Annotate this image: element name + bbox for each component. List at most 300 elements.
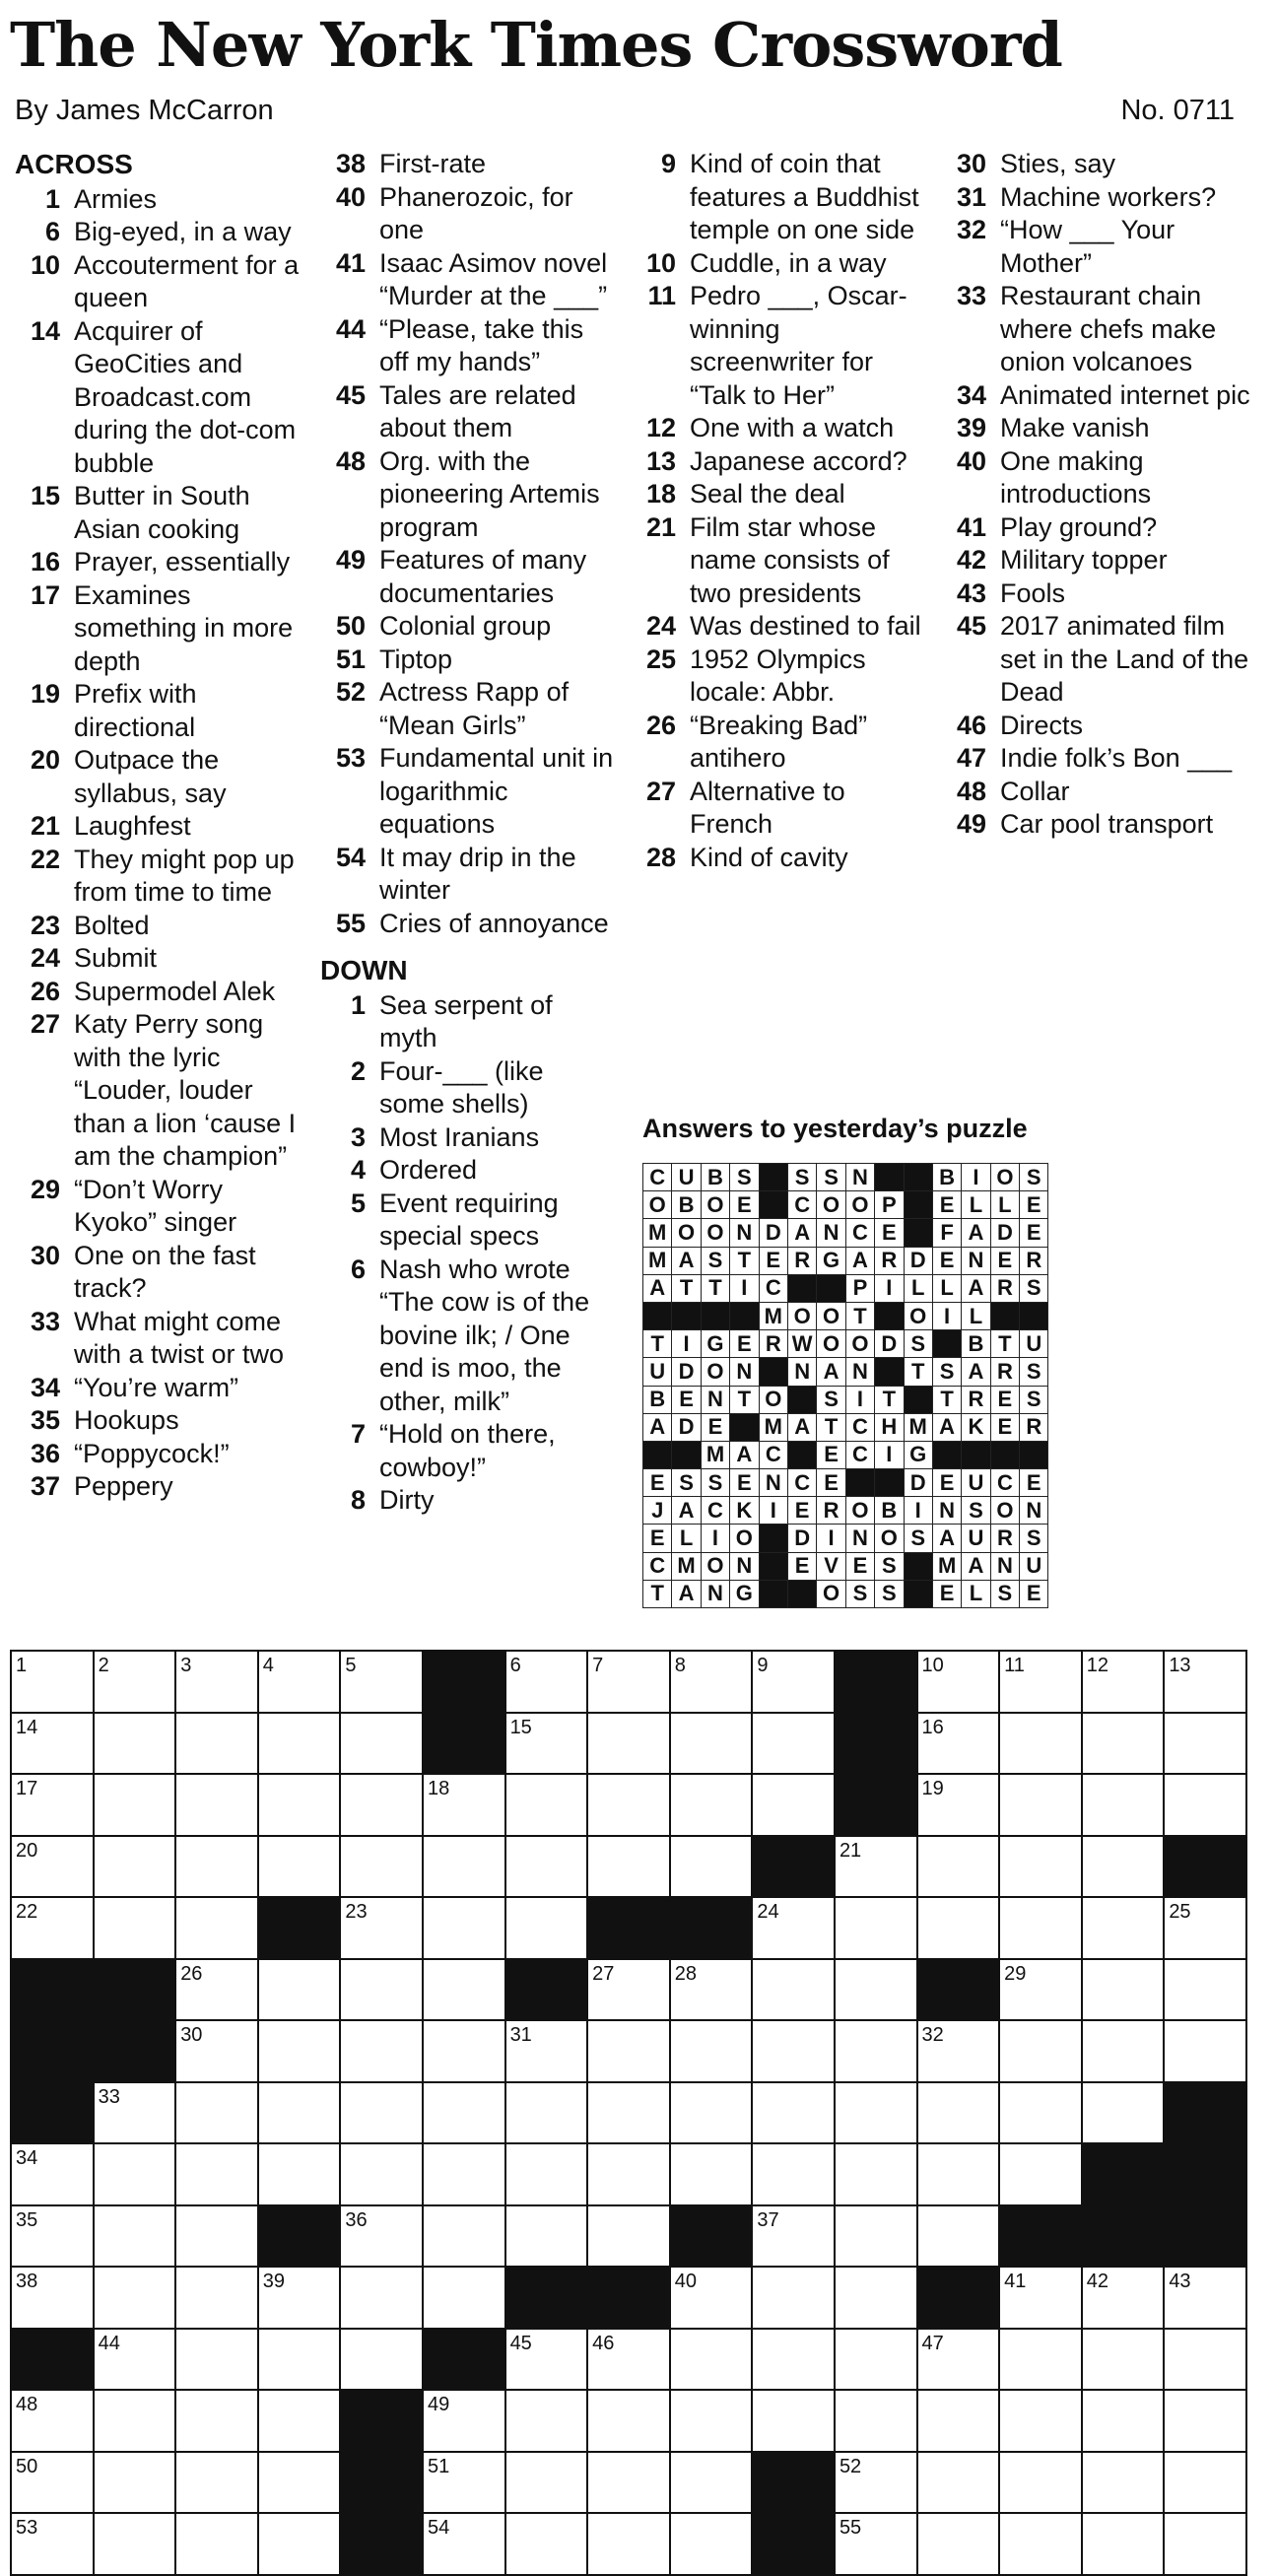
grid-cell[interactable] — [258, 2329, 341, 2391]
grid-cell[interactable] — [999, 1836, 1082, 1898]
grid-cell[interactable] — [917, 1836, 1000, 1898]
grid-cell[interactable] — [917, 2513, 1000, 2575]
answers-letter: O — [817, 1580, 845, 1607]
grid-cell[interactable] — [175, 2452, 258, 2514]
grid-cell[interactable] — [340, 1836, 423, 1898]
grid-cell[interactable] — [917, 1897, 1000, 1959]
grid-cell[interactable] — [175, 2390, 258, 2452]
grid-cell[interactable] — [340, 1959, 423, 2021]
black-square — [11, 2082, 94, 2144]
grid-cell[interactable] — [587, 2082, 670, 2144]
answers-letter: E — [990, 1386, 1019, 1413]
grid-cell[interactable] — [423, 2513, 505, 2575]
grid-cell[interactable] — [175, 1836, 258, 1898]
grid-cell[interactable] — [670, 2143, 753, 2205]
grid-cell[interactable] — [1082, 2390, 1165, 2452]
grid-cell[interactable] — [94, 1774, 176, 1836]
grid-cell[interactable] — [505, 1713, 588, 1775]
across-clue-48 — [320, 445, 616, 545]
grid-cell[interactable] — [1082, 1836, 1165, 1898]
black-square — [1164, 2143, 1246, 2205]
grid-cell[interactable] — [999, 2513, 1082, 2575]
grid-row — [11, 2020, 1246, 2082]
grid-cell[interactable] — [917, 2452, 1000, 2514]
answers-letter: T — [643, 1330, 672, 1358]
grid-cell[interactable] — [94, 1897, 176, 1959]
grid-cell[interactable] — [752, 1897, 835, 1959]
grid-cell[interactable] — [11, 2452, 94, 2514]
across-clue-38 — [320, 148, 616, 181]
clue-number: 49 — [956, 809, 986, 839]
grid-cell[interactable] — [94, 2267, 176, 2329]
grid-cell[interactable] — [999, 2390, 1082, 2452]
grid-cell[interactable] — [1164, 1713, 1246, 1775]
clue-text: Most Iranians — [379, 1121, 540, 1152]
grid-cell[interactable] — [340, 2205, 423, 2268]
grid-cell[interactable] — [505, 2329, 588, 2391]
grid-cell[interactable] — [1082, 2267, 1165, 2329]
clue-text: Butter in South Asian cooking — [74, 481, 250, 544]
down-clue-2 — [320, 1055, 616, 1121]
grid-cell[interactable] — [1164, 1897, 1246, 1959]
grid-cell[interactable] — [423, 2267, 505, 2329]
cell-number: 5 — [345, 1655, 357, 1676]
answers-letter: R — [759, 1330, 787, 1358]
grid-cell[interactable] — [917, 2329, 1000, 2391]
clue-text: Tales are related about them — [379, 379, 576, 442]
clue-number: 14 — [30, 315, 60, 346]
down-clue-27 — [631, 776, 926, 842]
clue-text: Acquirer of GeoCities and Broadcast.com during the dot-com bubble — [74, 315, 297, 478]
grid-cell[interactable] — [505, 2020, 588, 2082]
grid-cell[interactable] — [999, 2329, 1082, 2391]
grid-cell[interactable] — [752, 1713, 835, 1775]
grid-cell[interactable] — [999, 1713, 1082, 1775]
grid-cell[interactable] — [1082, 2329, 1165, 2391]
clue-number: 40 — [956, 445, 986, 476]
grid-cell[interactable] — [1164, 2267, 1246, 2329]
answers-letter: O — [759, 1386, 787, 1413]
grid-cell[interactable] — [1164, 1774, 1246, 1836]
grid-cell[interactable] — [1164, 1651, 1246, 1713]
answers-letter: D — [990, 1219, 1019, 1247]
grid-cell[interactable] — [340, 2329, 423, 2391]
grid-cell[interactable] — [94, 2329, 176, 2391]
clue-number: 15 — [30, 481, 60, 510]
clue-text: Supermodel Alek — [74, 976, 276, 1006]
grid-cell[interactable] — [587, 2205, 670, 2268]
grid-cell[interactable] — [11, 1713, 94, 1775]
grid-cell[interactable] — [1082, 2020, 1165, 2082]
across-clue-29 — [15, 1174, 310, 1240]
cell-number: 54 — [427, 2517, 450, 2539]
grid-cell[interactable] — [258, 1651, 341, 1713]
grid-cell[interactable] — [587, 1651, 670, 1713]
grid-cell[interactable] — [94, 2205, 176, 2268]
grid-cell[interactable] — [917, 2020, 1000, 2082]
grid-cell[interactable] — [587, 2452, 670, 2514]
grid-cell[interactable] — [670, 2329, 753, 2391]
across-clue-36 — [15, 1438, 310, 1471]
answers-letter: S — [875, 1580, 904, 1607]
answers-black-square — [875, 1358, 904, 1386]
clue-number: 43 — [956, 577, 986, 608]
grid-cell[interactable] — [587, 2390, 670, 2452]
grid-cell[interactable] — [752, 2082, 835, 2144]
grid-cell[interactable] — [423, 2082, 505, 2144]
grid-cell[interactable] — [175, 1897, 258, 1959]
grid-cell[interactable] — [999, 1774, 1082, 1836]
grid-cell[interactable] — [835, 2267, 917, 2329]
grid-cell[interactable] — [340, 1774, 423, 1836]
grid-cell[interactable] — [175, 2205, 258, 2268]
clue-number: 41 — [956, 511, 986, 542]
grid-cell[interactable] — [94, 2390, 176, 2452]
answers-letter: O — [817, 1302, 845, 1329]
cell-number: 8 — [674, 1655, 686, 1676]
grid-cell[interactable] — [752, 2205, 835, 2268]
grid-cell[interactable] — [258, 2082, 341, 2144]
clue-text: Event requiring special specs — [379, 1187, 559, 1251]
answers-letter: E — [672, 1386, 701, 1413]
down-clue-33 — [941, 280, 1251, 379]
grid-cell[interactable] — [835, 2020, 917, 2082]
grid-cell[interactable] — [423, 2143, 505, 2205]
cell-number: 12 — [1086, 1655, 1108, 1676]
down-clue-30 — [941, 148, 1251, 181]
grid-cell[interactable] — [258, 2513, 341, 2575]
grid-cell[interactable] — [258, 2267, 341, 2329]
across-clue-27 — [15, 1008, 310, 1174]
grid-cell[interactable] — [917, 1713, 1000, 1775]
answers-letter: N — [990, 1552, 1019, 1580]
grid-cell[interactable] — [175, 1713, 258, 1775]
grid-cell[interactable] — [258, 1774, 341, 1836]
answers-letter: C — [701, 1497, 729, 1525]
answers-letter: T — [817, 1413, 845, 1441]
grid-cell[interactable] — [1164, 1959, 1246, 2021]
grid-cell[interactable] — [258, 2020, 341, 2082]
grid-cell[interactable] — [505, 1836, 588, 1898]
grid-cell[interactable] — [11, 2205, 94, 2268]
grid-cell[interactable] — [752, 2390, 835, 2452]
grid-cell[interactable] — [340, 2082, 423, 2144]
grid-cell[interactable] — [94, 1836, 176, 1898]
down-clue-4 — [320, 1154, 616, 1187]
grid-cell[interactable] — [999, 2020, 1082, 2082]
cell-number: 52 — [839, 2455, 862, 2477]
clue-number: 20 — [30, 745, 60, 775]
clue-number: 8 — [350, 1485, 366, 1515]
answers-letter: E — [932, 1469, 961, 1497]
answers-letter: L — [962, 1191, 990, 1219]
grid-cell[interactable] — [1164, 2452, 1246, 2514]
grid-cell[interactable] — [1082, 1774, 1165, 1836]
grid-cell[interactable] — [505, 2143, 588, 2205]
grid-cell[interactable] — [587, 2513, 670, 2575]
grid-cell[interactable] — [11, 1897, 94, 1959]
clue-text: 2017 animated film set in the Land of the Dead — [1000, 611, 1249, 707]
answers-black-square — [875, 1164, 904, 1191]
grid-cell[interactable] — [423, 1897, 505, 1959]
grid-cell[interactable] — [340, 1897, 423, 1959]
grid-cell[interactable] — [999, 1897, 1082, 1959]
grid-cell[interactable] — [752, 1774, 835, 1836]
grid-cell[interactable] — [999, 2082, 1082, 2144]
grid-cell[interactable] — [94, 1713, 176, 1775]
grid-cell[interactable] — [670, 1774, 753, 1836]
answers-letter: P — [875, 1191, 904, 1219]
cell-number: 9 — [757, 1655, 769, 1676]
grid-cell[interactable] — [835, 1959, 917, 2021]
grid-cell[interactable] — [835, 2513, 917, 2575]
clue-number: 33 — [30, 1306, 60, 1336]
grid-cell[interactable] — [11, 2143, 94, 2205]
answers-row — [643, 1413, 1048, 1441]
answers-row — [643, 1302, 1048, 1329]
grid-cell[interactable] — [340, 1713, 423, 1775]
grid-cell[interactable] — [175, 2267, 258, 2329]
grid-cell[interactable] — [587, 2020, 670, 2082]
answers-letter: M — [643, 1219, 672, 1247]
grid-cell[interactable] — [1164, 2329, 1246, 2391]
clue-number: 6 — [350, 1254, 366, 1284]
grid-cell[interactable] — [1082, 1897, 1165, 1959]
grid-cell[interactable] — [670, 2452, 753, 2514]
answers-black-square — [730, 1413, 759, 1441]
grid-cell[interactable] — [175, 1774, 258, 1836]
grid-cell[interactable] — [1164, 2390, 1246, 2452]
grid-cell[interactable] — [11, 1836, 94, 1898]
cell-number: 35 — [16, 2208, 38, 2231]
answers-black-square — [672, 1302, 701, 1329]
grid-cell[interactable] — [340, 2143, 423, 2205]
grid-cell[interactable] — [11, 2513, 94, 2575]
grid-cell[interactable] — [999, 1959, 1082, 2021]
answers-black-square — [904, 1386, 932, 1413]
black-square — [917, 1959, 1000, 2021]
grid-cell[interactable] — [175, 2082, 258, 2144]
clue-column-2 — [320, 148, 616, 1518]
crossword-grid[interactable] — [10, 1650, 1247, 2576]
grid-cell[interactable] — [505, 2205, 588, 2268]
black-square — [340, 2513, 423, 2575]
clue-number: 17 — [30, 579, 60, 610]
grid-cell[interactable] — [94, 2452, 176, 2514]
grid-cell[interactable] — [670, 1836, 753, 1898]
grid-cell[interactable] — [1082, 1651, 1165, 1713]
answers-letter: I — [672, 1330, 701, 1358]
grid-cell[interactable] — [175, 2513, 258, 2575]
grid-cell[interactable] — [835, 2452, 917, 2514]
answers-black-square — [875, 1302, 904, 1329]
answers-letter: S — [787, 1164, 816, 1191]
grid-cell[interactable] — [258, 2143, 341, 2205]
grid-cell[interactable] — [587, 1774, 670, 1836]
clue-number: 25 — [645, 644, 676, 674]
answers-letter: U — [1020, 1330, 1048, 1358]
grid-cell[interactable] — [258, 1713, 341, 1775]
grid-cell[interactable] — [175, 2143, 258, 2205]
grid-cell[interactable] — [423, 1774, 505, 1836]
grid-cell[interactable] — [999, 2452, 1082, 2514]
grid-cell[interactable] — [258, 1836, 341, 1898]
grid-cell[interactable] — [670, 1713, 753, 1775]
grid-cell[interactable] — [505, 1897, 588, 1959]
grid-cell[interactable] — [670, 1651, 753, 1713]
clue-number: 9 — [660, 149, 676, 178]
grid-cell[interactable] — [258, 2390, 341, 2452]
grid-cell[interactable] — [94, 2082, 176, 2144]
grid-cell[interactable] — [423, 2452, 505, 2514]
grid-cell[interactable] — [505, 1774, 588, 1836]
grid-cell[interactable] — [670, 2267, 753, 2329]
across-clue-54 — [320, 842, 616, 908]
clue-number: 3 — [350, 1121, 366, 1152]
grid-cell[interactable] — [340, 2267, 423, 2329]
cell-number: 30 — [180, 2024, 203, 2046]
grid-cell[interactable] — [752, 1651, 835, 1713]
clue-text: Actress Rapp of “Mean Girls” — [379, 677, 570, 740]
grid-cell[interactable] — [587, 1836, 670, 1898]
grid-cell[interactable] — [94, 2513, 176, 2575]
grid-cell[interactable] — [340, 1651, 423, 1713]
across-clue-14 — [15, 315, 310, 481]
grid-cell[interactable] — [175, 2329, 258, 2391]
grid-cell[interactable] — [11, 2390, 94, 2452]
grid-cell[interactable] — [999, 1651, 1082, 1713]
grid-cell[interactable] — [670, 1959, 753, 2021]
answers-letter: S — [990, 1580, 1019, 1607]
clue-column-1 — [15, 148, 310, 1504]
clue-text: Outpace the syllabus, say — [74, 745, 227, 808]
answers-letter: O — [990, 1164, 1019, 1191]
black-square — [340, 2452, 423, 2514]
answers-letter: E — [932, 1191, 961, 1219]
grid-cell[interactable] — [917, 2205, 1000, 2268]
grid-cell[interactable] — [917, 2143, 1000, 2205]
grid-cell[interactable] — [999, 2143, 1082, 2205]
answers-letter: E — [1020, 1469, 1048, 1497]
grid-cell[interactable] — [11, 2267, 94, 2329]
grid-cell[interactable] — [917, 2082, 1000, 2144]
grid-cell[interactable] — [917, 2390, 1000, 2452]
grid-cell[interactable] — [1082, 2452, 1165, 2514]
grid-cell[interactable] — [670, 2020, 753, 2082]
answers-letter: B — [932, 1164, 961, 1191]
grid-cell[interactable] — [505, 2390, 588, 2452]
clue-text: Katy Perry song with the lyric “Louder, louder than a lion ‘cause I am the champion” — [74, 1009, 297, 1171]
clue-text: Armies — [74, 183, 158, 214]
answers-letter: C — [643, 1164, 672, 1191]
grid-cell[interactable] — [835, 2390, 917, 2452]
grid-cell[interactable] — [835, 2143, 917, 2205]
grid-cell[interactable] — [505, 2082, 588, 2144]
grid-cell[interactable] — [752, 2143, 835, 2205]
grid-cell[interactable] — [917, 1774, 1000, 1836]
down-clue-5 — [320, 1187, 616, 1254]
grid-cell[interactable] — [670, 2082, 753, 2144]
grid-cell[interactable] — [94, 1651, 176, 1713]
grid-cell[interactable] — [175, 2020, 258, 2082]
grid-cell[interactable] — [1164, 2020, 1246, 2082]
grid-cell[interactable] — [752, 2267, 835, 2329]
down-clue-48 — [941, 776, 1251, 809]
grid-cell[interactable] — [175, 1959, 258, 2021]
grid-cell[interactable] — [1082, 2513, 1165, 2575]
grid-cell[interactable] — [835, 2082, 917, 2144]
grid-cell[interactable] — [1164, 2513, 1246, 2575]
clue-number: 1 — [44, 183, 60, 214]
grid-cell[interactable] — [587, 2143, 670, 2205]
grid-cell[interactable] — [835, 1897, 917, 1959]
grid-cell[interactable] — [752, 2329, 835, 2391]
grid-cell[interactable] — [835, 1836, 917, 1898]
grid-cell[interactable] — [1082, 2082, 1165, 2144]
clue-text: Org. with the pioneering Artemis program — [379, 445, 600, 542]
grid-cell[interactable] — [11, 1651, 94, 1713]
answers-letter: N — [730, 1358, 759, 1386]
clue-number: 11 — [647, 281, 676, 310]
grid-cell[interactable] — [587, 1713, 670, 1775]
clue-text: Nash who wrote “The cow is of the bovine ilk; / One end is moo, the other, milk” — [379, 1254, 590, 1416]
cell-number: 44 — [98, 2332, 120, 2354]
grid-cell[interactable] — [258, 2452, 341, 2514]
grid-cell[interactable] — [94, 2143, 176, 2205]
grid-cell[interactable] — [835, 2329, 917, 2391]
grid-cell[interactable] — [423, 2205, 505, 2268]
grid-cell[interactable] — [999, 2267, 1082, 2329]
answers-letter: L — [990, 1191, 1019, 1219]
grid-cell[interactable] — [917, 1651, 1000, 1713]
grid-cell[interactable] — [835, 2205, 917, 2268]
grid-cell[interactable] — [340, 2020, 423, 2082]
grid-row — [11, 2390, 1246, 2452]
grid-cell[interactable] — [423, 2020, 505, 2082]
grid-cell[interactable] — [258, 1959, 341, 2021]
answers-black-square — [845, 1469, 874, 1497]
clue-text: Sties, say — [1000, 149, 1116, 178]
grid-cell[interactable] — [752, 1959, 835, 2021]
grid-cell[interactable] — [670, 2513, 753, 2575]
grid-cell[interactable] — [752, 2020, 835, 2082]
grid-cell[interactable] — [11, 1774, 94, 1836]
clue-number: 12 — [645, 413, 676, 442]
answers-letter: T — [701, 1274, 729, 1302]
grid-cell[interactable] — [1082, 1713, 1165, 1775]
grid-cell[interactable] — [505, 2452, 588, 2514]
grid-cell[interactable] — [505, 1651, 588, 1713]
grid-cell[interactable] — [423, 1836, 505, 1898]
clue-number: 34 — [30, 1372, 60, 1402]
cell-number: 17 — [16, 1778, 38, 1799]
grid-row — [11, 2082, 1246, 2144]
answers-letter: N — [759, 1469, 787, 1497]
across-clue-51 — [320, 644, 616, 677]
grid-cell[interactable] — [423, 1959, 505, 2021]
grid-row — [11, 2329, 1246, 2391]
grid-cell[interactable] — [587, 2329, 670, 2391]
grid-cell[interactable] — [1082, 1959, 1165, 2021]
answers-black-square — [759, 1525, 787, 1552]
grid-cell[interactable] — [423, 2390, 505, 2452]
grid-cell[interactable] — [505, 2513, 588, 2575]
answers-letter: R — [990, 1525, 1019, 1552]
grid-cell[interactable] — [670, 2390, 753, 2452]
clue-text: Phanerozoic, for one — [379, 181, 573, 244]
grid-cell[interactable] — [175, 1651, 258, 1713]
grid-cell[interactable] — [587, 1959, 670, 2021]
